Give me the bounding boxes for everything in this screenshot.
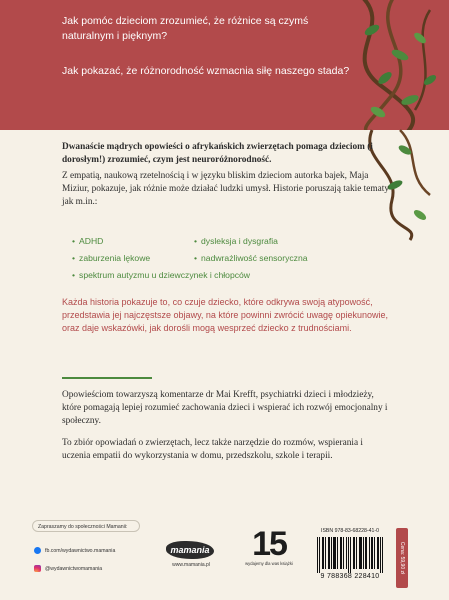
facebook-link[interactable]: fb.com/wydawnictwo.mamania (34, 547, 115, 554)
barcode-icon (315, 537, 385, 573)
header-question-1: Jak pomóc dzieciom zrozumieć, że różnice są czymś naturalnym i pięknym? (62, 15, 309, 42)
topic-item: • nadwrażliwość sensoryczna (194, 253, 308, 263)
price-tag (396, 528, 408, 588)
divider (62, 377, 152, 379)
description-paragraph-3: To zbiór opowiadań o zwierzętach, lecz także narzędzie do rozmów, wspierania i uczenia empatii do wykorzystania w domu, przedszkolu, szkole i terapii. (62, 438, 364, 461)
highlight-text: Każda historia pokazuje to, co czuje dziecko, które odkrywa swoją atypowość, przedstawia jej najczęstsze objawy, na które powinni zwrócić uwagę opiekunowie, oraz daje wskazówki, jak dorośli mogą wesprzeć dziecko z trudnościami. (62, 297, 388, 334)
topic-item: • ADHD (72, 236, 104, 246)
header-question-2: Jak pokazać, że różnorodność wzmacnia siłę naszego stada? (62, 65, 350, 77)
social-invite: Zapraszamy do społeczności Mamanii: (32, 520, 140, 532)
isbn-barcode (310, 528, 390, 590)
publisher-url: www.mamania.pl (172, 562, 210, 568)
social-links (32, 520, 144, 584)
facebook-icon (34, 547, 41, 554)
isbn-label: ISBN 978-83-68228-41-0 (321, 528, 379, 534)
description-paragraph-1: Z empatią, naukową rzetelnością i w języku bliskim dzieciom autorka bajek, Maja Mizіur, pokazuje, jak różnie może działać ludzki umysł. Historie poruszają takie tematy jak m.in.: (62, 171, 389, 207)
anniversary-badge (239, 527, 299, 566)
topic-item: • zaburzenia lękowe (72, 253, 151, 263)
anniversary-caption: wydajemy dla was książki (245, 561, 293, 566)
description-paragraph-2: Opowieściom towarzyszą komentarze dr Mai Krefft, psychiatrki dzieci i młodzieży, które pomagają lepiej rozumieć zachowania dzieci i wspierać ich rozwój emocjonalny i społeczny. (62, 390, 388, 426)
publisher-logo (166, 541, 216, 568)
intro-text: Dwanaście mądrych opowieści o afrykańskich zwierzętach pomaga dzieciom (i dorosłym!) zrozumieć, czym jest neuroróżnorodność. (62, 142, 373, 165)
instagram-link[interactable]: @wydawnictwomamania (34, 565, 102, 572)
topic-item: • spektrum autyzmu u dziewczynek i chłopców (72, 270, 251, 280)
publisher-logo-mark: mamania (166, 541, 214, 559)
instagram-icon (34, 565, 41, 572)
isbn-digits: 9 788368 228410 (320, 573, 380, 580)
anniversary-number: 15 (252, 525, 286, 563)
topic-item: • dysleksja i dysgrafia (194, 236, 278, 246)
price-label: Cena: 59,90 zł (399, 541, 405, 575)
